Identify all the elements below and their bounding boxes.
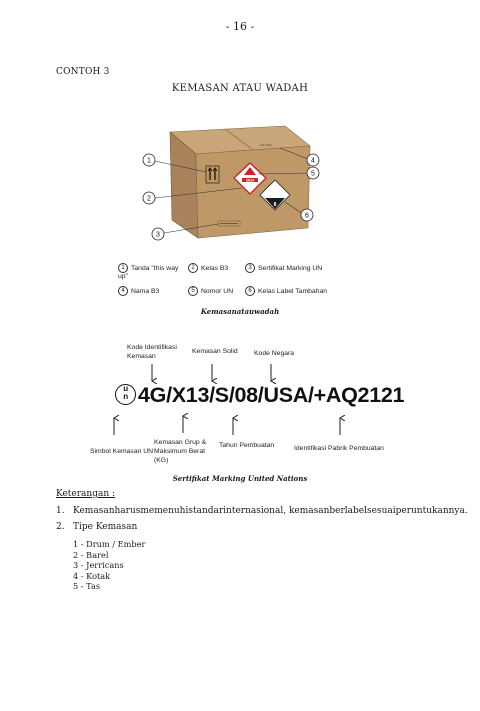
svg-text:2: 2: [147, 195, 151, 203]
list-item: 5 - Tas: [73, 581, 101, 591]
legend-item-6: 6 Kelas Label Tambahan: [245, 286, 327, 296]
label-group-weight: Kemasan Grup & Maksimum Berat (KG): [154, 439, 207, 464]
label-country-code: Kode Negara: [254, 350, 295, 357]
legend-item-2: 2 Kelas B3: [188, 263, 228, 273]
svg-text:4: 4: [311, 157, 315, 165]
callout-2: [143, 192, 155, 204]
legend-item-4: 4 Nama B3: [118, 286, 159, 296]
callout-3: [152, 228, 164, 240]
list-item: 2 - Barel: [73, 549, 109, 560]
legend-item-1: 1 Tanda "this way up": [118, 264, 179, 280]
page-heading: KEMASAN ATAU WADAH: [171, 83, 309, 94]
example-label: CONTOH 3: [56, 67, 110, 77]
note-1-text: Kemasanharusmemenuhistandarinternasional, kemasanberlabelsesuaiperuntukannya.: [73, 506, 468, 516]
svg-text:6: 6: [305, 212, 309, 220]
list-item: 4 - Kotak: [73, 570, 111, 581]
svg-text:1: 1: [147, 157, 151, 165]
label-manufacturer: Identifikasi Pabrik Pembuatan: [294, 445, 384, 452]
label-identification-code: Kode Identifikasi Kemasan: [127, 344, 177, 360]
label-un-symbol: Simbol Kemasan UN: [90, 448, 154, 455]
note-2-number: 2.: [56, 522, 65, 532]
note-2-text: Tipe Kemasan: [73, 522, 138, 532]
un-symbol-icon: u n: [115, 384, 136, 405]
legend-item-3: 3 Sertifikat Marking UN: [245, 263, 322, 273]
callout-5: [307, 167, 319, 179]
callout-4: [307, 154, 319, 166]
figure-caption: Kemasanatauwadah: [200, 307, 280, 316]
label-year: Tahun Pembuatan: [219, 442, 275, 449]
svg-text:3: 3: [156, 231, 160, 239]
svg-text:UN 2814: UN 2814: [260, 143, 272, 147]
marking-caption: Sertifikat Marking United Nations: [172, 474, 308, 483]
label-solid-packaging: Kemasan Solid: [192, 348, 238, 355]
svg-text:2814: 2814: [246, 178, 254, 183]
svg-text:8: 8: [273, 202, 277, 208]
callout-6: [301, 209, 313, 221]
page-number: - 16 -: [225, 20, 255, 33]
un-marking-code: u n 4G/X13/S/08/USA/+AQ2121: [115, 383, 404, 408]
callout-1: [143, 154, 155, 166]
legend-item-5: 5 Nomor UN: [188, 286, 233, 296]
list-item: 3 - Jerricans: [73, 560, 124, 570]
cardboard-box-illustration: [110, 118, 340, 248]
svg-text:5: 5: [311, 170, 315, 178]
list-item: 1 - Drum / Ember: [73, 539, 146, 549]
note-1-number: 1.: [56, 506, 65, 516]
packaging-type-list: [73, 539, 145, 592]
notes-title: Keterangan :: [56, 489, 116, 499]
box-front-face: [196, 146, 310, 238]
